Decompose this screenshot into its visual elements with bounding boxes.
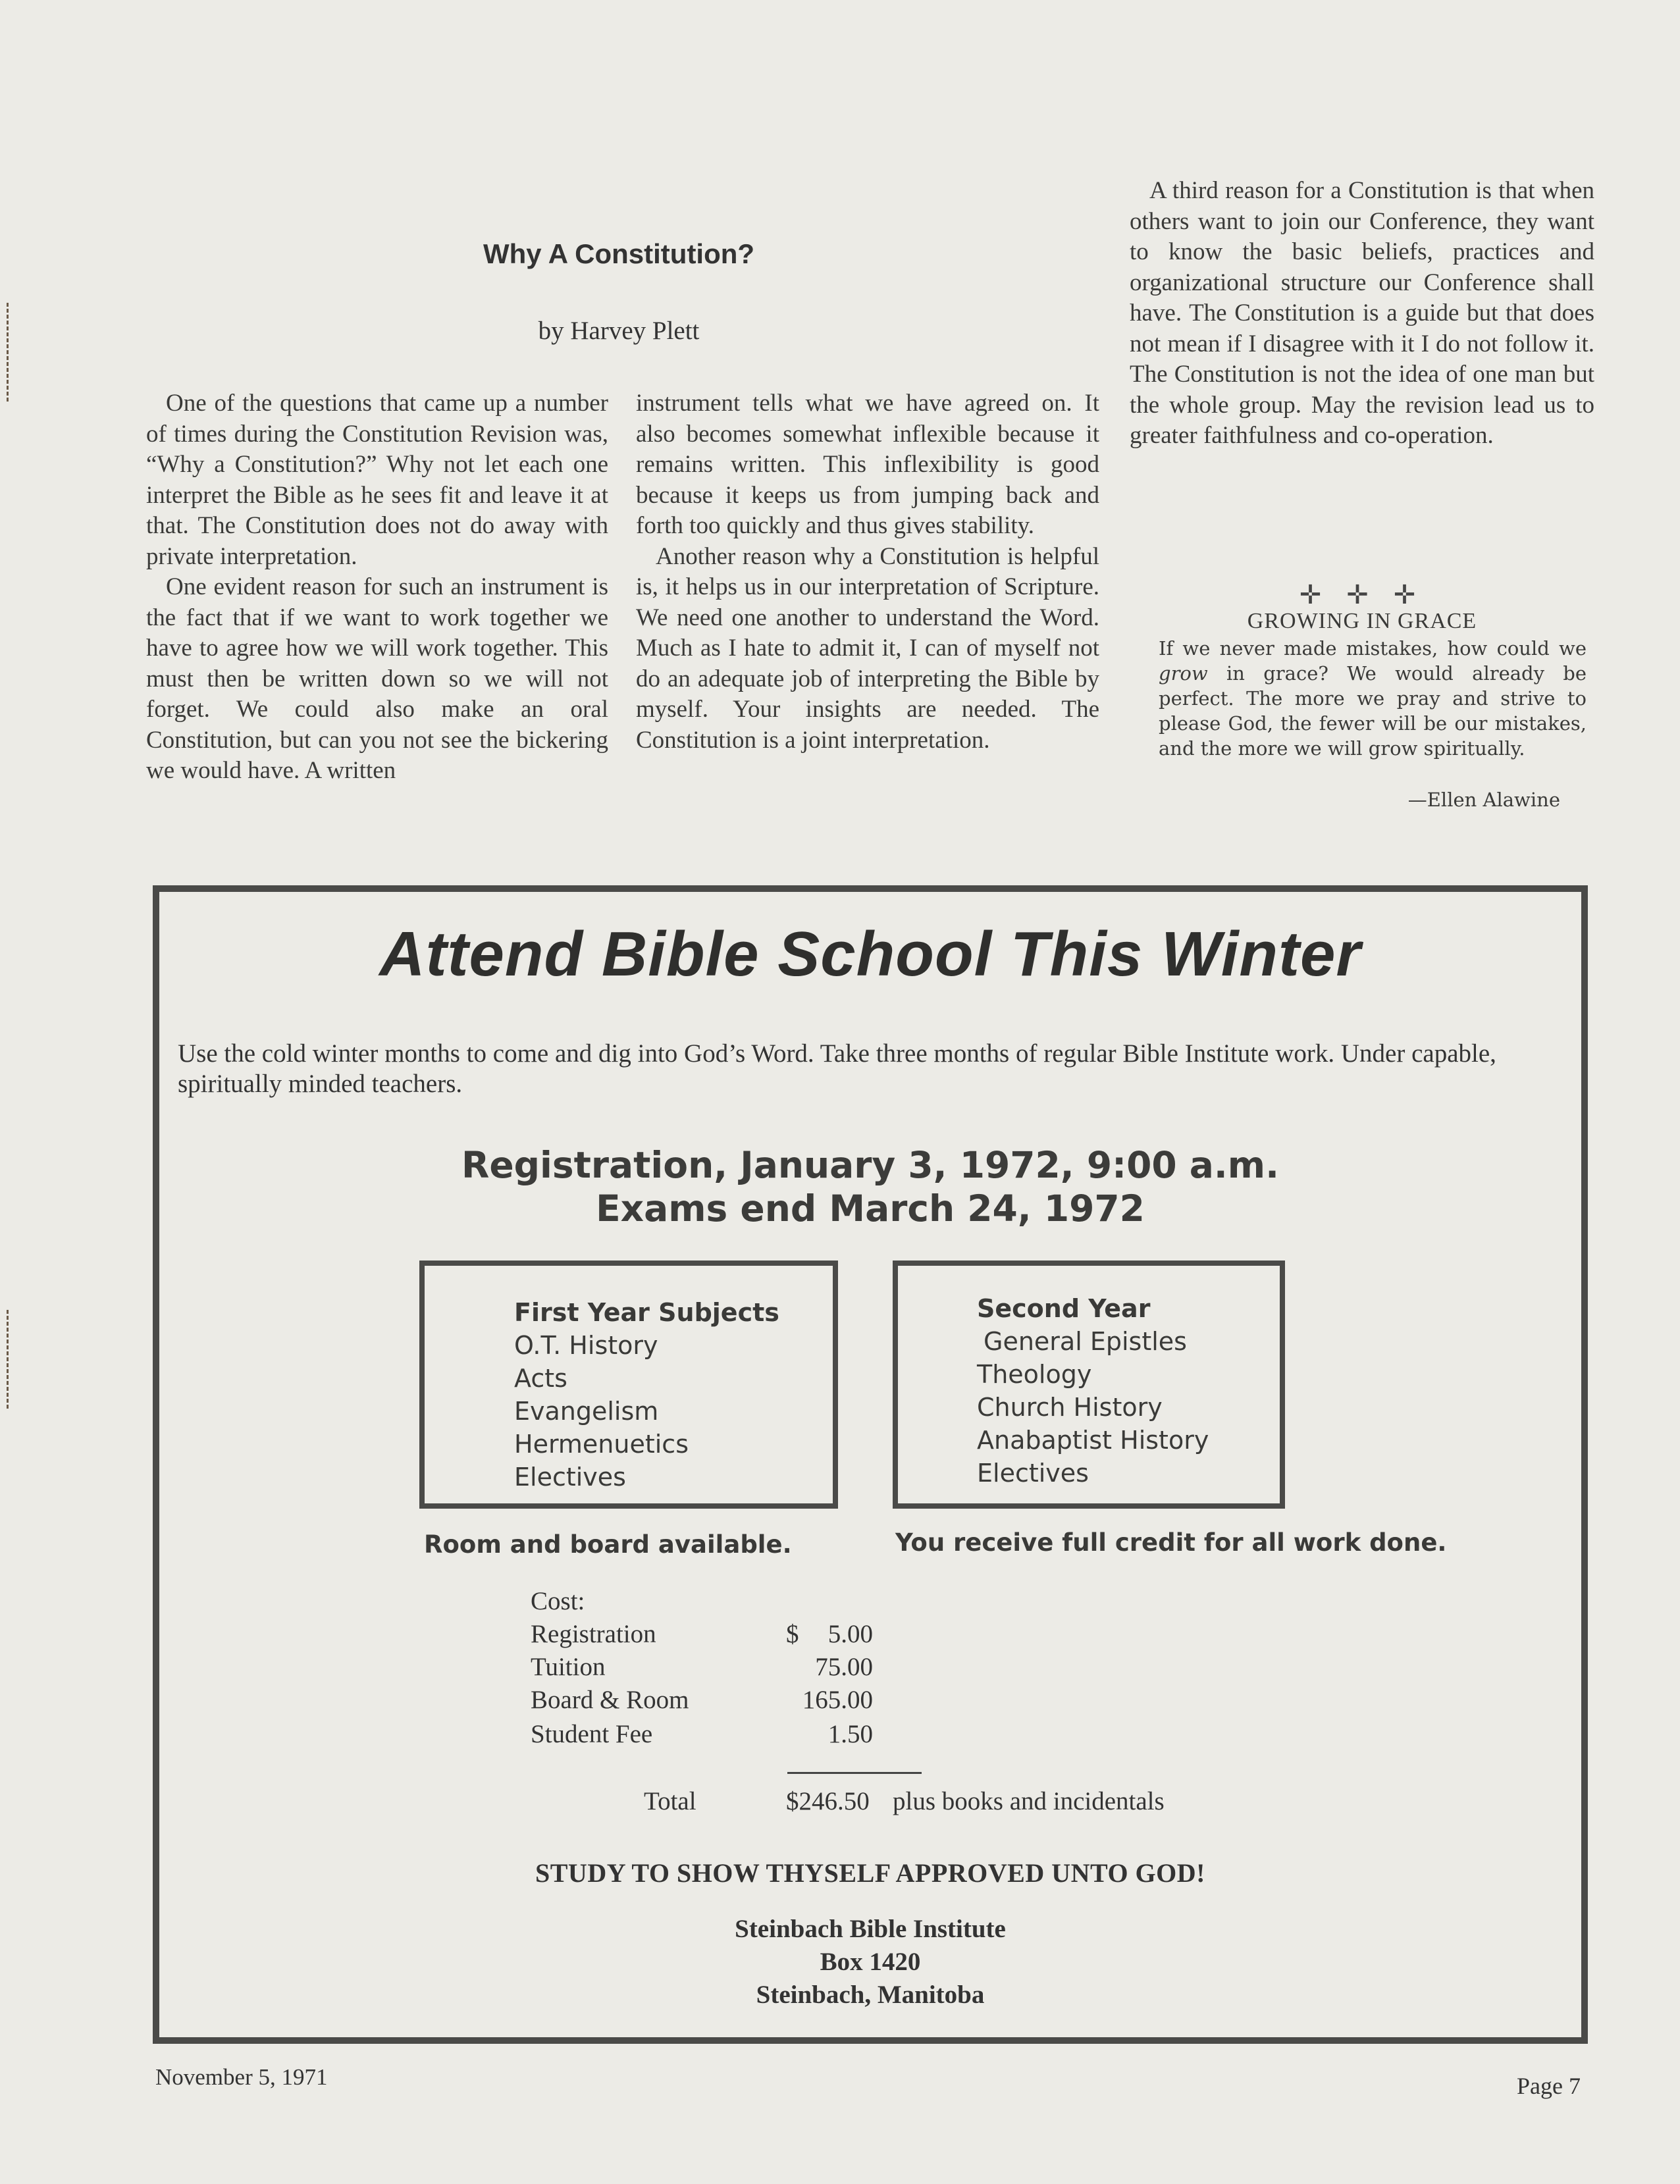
ad-intro: Use the cold winter months to come and dig into God’s Word. Take three months of regular Bible Institute work. Under capable, spiritually minded teachers.: [178, 1039, 1496, 1098]
growing-in-grace-title: GROWING IN GRACE: [1247, 609, 1477, 633]
article-paragraph: instrument tells what we have agreed on. It also becomes somewhat inflexible because it remains written. This inflexibility is good because it keeps us from jumping back and forth too quickly and thus gives stability.: [636, 390, 1099, 539]
cost-amount: 75.00: [815, 1653, 873, 1681]
subject-item: Theology: [977, 1360, 1092, 1389]
article-column-3: [1130, 176, 1594, 452]
subject-item: Anabaptist History: [977, 1426, 1209, 1455]
subject-item: Electives: [514, 1463, 626, 1492]
ad-motto: STUDY TO SHOW THYSELF APPROVED UNTO GOD!: [535, 1858, 1205, 1888]
institute-box: Box 1420: [820, 1948, 921, 1976]
binding-hole-bottom: [7, 1310, 19, 1409]
growing-in-grace-text: [1159, 636, 1587, 761]
article-column-1: [146, 388, 608, 787]
growing-text-emphasis: grow: [1159, 662, 1208, 685]
total-label: Total: [644, 1787, 696, 1815]
footer-date: November 5, 1971: [155, 2064, 328, 2090]
cost-label: Cost:: [531, 1587, 585, 1615]
cost-amount: 165.00: [802, 1686, 873, 1714]
first-year-subjects-box: [419, 1261, 838, 1509]
cost-item: Board & Room: [531, 1686, 689, 1714]
first-year-list: [514, 1329, 833, 1494]
article-byline: by Harvey Plett: [538, 317, 700, 345]
subject-item: O.T. History: [514, 1331, 658, 1360]
subject-item: Acts: [514, 1364, 567, 1393]
subject-item: Church History: [977, 1393, 1163, 1422]
growing-text-before: If we never made mistakes, how could we: [1159, 637, 1587, 660]
binding-hole-top: [7, 303, 19, 402]
institute-city: Steinbach, Manitoba: [756, 1981, 985, 2009]
cross-ornament-icon: ✛ ✛ ✛: [1299, 580, 1425, 610]
cost-item: Registration: [531, 1620, 656, 1648]
article-paragraph: A third reason for a Constitution is that when others want to join our Conference, they want to know the basic beliefs, practices and organizational structure our Conference shall have. The Constitution is a guide but that does not mean if I disagree with it I do not follow it. The Constitution is not the idea of one man but the whole group. May the revision lead us to greater faithfulness and co-operation.: [1130, 177, 1594, 449]
dollar-sign: $: [786, 1620, 799, 1648]
registration-date: Registration, January 3, 1972, 9:00 a.m.: [461, 1144, 1279, 1186]
cost-item: Tuition: [531, 1653, 606, 1681]
subject-item: General Epistles: [984, 1327, 1187, 1356]
article-paragraph: One evident reason for such an instrument is the fact that if we want to work together we have to agree how we will work together. This must then be written down so we will not forget. We could also make an oral Constitution, but can you not see the bickering we would have. A written: [146, 573, 608, 784]
ad-headline: Attend Bible School This Winter: [379, 919, 1361, 989]
subject-item: Evangelism: [514, 1397, 659, 1426]
article-paragraph: Another reason why a Constitution is helpful is, it helps us in our interpretation of Scripture. We need one another to understand the Word. Much as I hate to admit it, I can of myself not do an adequate job of interpreting the Bible by myself. Your insights are needed. The Constitution is a joint interpretation.: [636, 542, 1099, 754]
article-title: Why A Constitution?: [483, 238, 755, 269]
subject-item: Hermenuetics: [514, 1430, 689, 1459]
total-note: plus books and incidentals: [893, 1787, 1165, 1815]
footer-page-number: Page 7: [1517, 2073, 1581, 2099]
institute-name: Steinbach Bible Institute: [735, 1915, 1006, 1943]
growing-text-after: in grace? We would already be perfect. The more we pray and strive to please God, the fewer will be our mistakes, and the more we will grow spiritually.: [1159, 662, 1587, 760]
article-paragraph: One of the questions that came up a number of times during the Constitution Revision was, “Why a Constitution?” Why not let each one interpret the Bible as he sees fit and leave it at that. The Constitution does not do away with private interpretation.: [146, 390, 608, 570]
second-year-list: [977, 1325, 1280, 1490]
growing-in-grace-author: —Ellen Alawine: [1407, 789, 1560, 811]
second-year-heading: Second Year: [977, 1294, 1151, 1323]
total-amount: $246.50: [786, 1787, 870, 1815]
total-divider: [787, 1772, 922, 1774]
subject-item: Electives: [977, 1459, 1089, 1488]
second-year-subjects-box: [893, 1261, 1285, 1509]
full-credit-note: You receive full credit for all work done.: [895, 1528, 1447, 1557]
cost-amount: 5.00: [827, 1620, 873, 1648]
cost-item: Student Fee: [531, 1720, 653, 1748]
cost-amount: 1.50: [827, 1720, 873, 1748]
exams-end-date: Exams end March 24, 1972: [596, 1187, 1145, 1230]
room-and-board-note: Room and board available.: [424, 1530, 792, 1559]
article-column-2: [636, 388, 1099, 756]
first-year-heading: First Year Subjects: [514, 1298, 779, 1327]
